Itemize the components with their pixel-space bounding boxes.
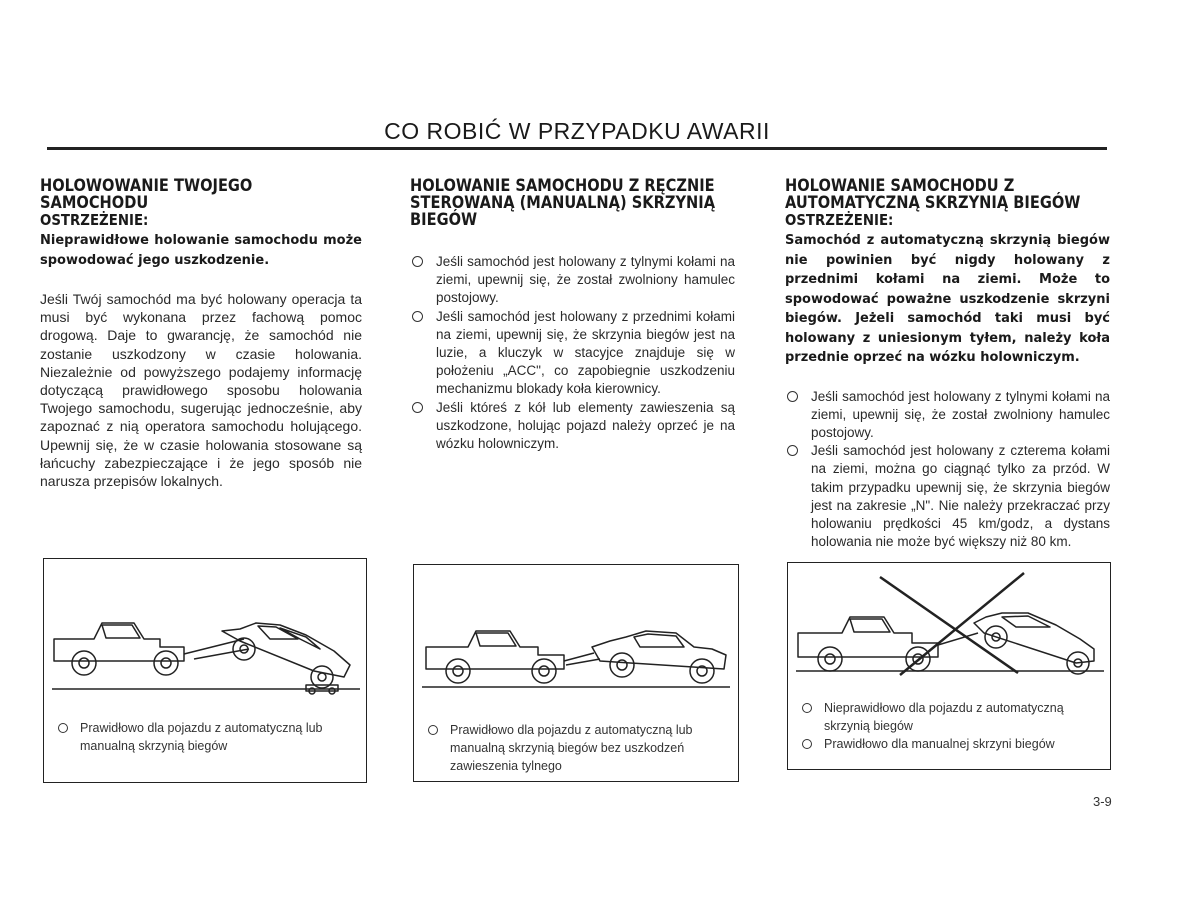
caption-row: Prawidłowo dla pojazdu z automatyczną lub manualną skrzynią biegów bez uszkodzeń zawieszenia tylnego — [428, 721, 728, 775]
list-item: Jeśli samochód jest holowany z tylnymi kołami na ziemi, upewnij się, że został zwolniony hamulec postojowy. — [410, 253, 735, 308]
figure-tow-front-lifted — [413, 564, 739, 782]
section-title-line: STEROWANĄ (MANUALNĄ) SKRZYNIĄ — [410, 193, 716, 213]
caption-row: Nieprawidłowo dla pojazdu z automatyczną skrzynią biegów — [802, 699, 1100, 735]
figure-tow-incorrect — [787, 562, 1111, 770]
bullet-list — [410, 253, 735, 453]
bullet-circle-icon — [412, 402, 423, 413]
tow-truck-with-dolly-illustration — [44, 559, 366, 709]
section-title-line: BIEGÓW — [410, 210, 478, 230]
page-header — [47, 118, 1107, 150]
warning-text: Nieprawidłowe holowanie samochodu może spowodować jego uszkodzenie. — [40, 233, 362, 268]
section-title-line: HOLOWOWANIE TWOJEGO — [40, 176, 253, 196]
figure-tow-with-dolly — [43, 558, 367, 783]
figure-caption — [58, 719, 356, 755]
section-body: Jeśli Twój samochód ma być holowany operacja ta musi być wykonana przez fachową pomoc drogową. Daje to gwarancję, że samochód nie zostanie uszkodzony w czasie holowania. Niezależnie od powyższego podajemy informację dotyczącą prawidłowego sposobu holowania Twojego samochodu, sugerując jednocześnie, aby zapoznać z nią operatora samochodu holującego. Upewnij się, że w czasie holowania stosowane są łańcuchy zabezpieczające i że jego sposób nie narusza przepisów lokalnych. — [40, 291, 362, 490]
bullet-circle-icon — [412, 256, 423, 267]
list-item: Jeśli samochód jest holowany z tylnymi kołami na ziemi, upewnij się, że został zwolniony hamulec postojowy. — [785, 388, 1110, 443]
list-item: Jeśli samochód jest holowany z czterema kołami na ziemi, można go ciągnąć tylko za przód. W takim przypadku upewnij się, że skrzynia biegów jest na zakresie „N". Nie należy przekraczać przy holowaniu prędkości 45 km/godz, a dystans holowania nie może być większy niż 80 km. — [785, 442, 1110, 551]
tow-truck-front-lifted-illustration — [414, 565, 738, 705]
warning-label: OSTRZEŻENIE: — [40, 211, 149, 229]
header-rule — [47, 147, 1107, 150]
bullet-circle-icon — [787, 391, 798, 402]
tow-truck-crossed-out-illustration — [788, 563, 1110, 691]
bullet-circle-icon — [58, 723, 68, 733]
bullet-circle-icon — [802, 739, 812, 749]
section-title-line: HOLOWANIE SAMOCHODU Z RĘCZNIE — [410, 176, 715, 196]
section-automatic-transmission — [785, 178, 1110, 551]
warning-label: OSTRZEŻENIE: — [785, 211, 894, 229]
page-title: CO ROBIĆ W PRZYPADKU AWARII — [384, 118, 770, 144]
section-title-line: SAMOCHODU — [40, 193, 149, 213]
figure-caption — [802, 699, 1100, 753]
caption-row: Prawidłowo dla manualnej skrzyni biegów — [802, 735, 1100, 753]
section-title-line: HOLOWANIE SAMOCHODU Z — [785, 176, 1015, 196]
caption-row: Prawidłowo dla pojazdu z automatyczną lub manualną skrzynią biegów — [58, 719, 356, 755]
bullet-circle-icon — [802, 703, 812, 713]
page-number: 3-9 — [1093, 794, 1112, 809]
section-manual-transmission — [410, 178, 735, 453]
warning-text: Samochód z automatyczną skrzynią biegów nie powinien być nigdy holowany z przednimi kołami na ziemi. Może to spowodować poważne uszkodzenie skrzyni biegów. Jeżeli samochód taki musi być holowany z uniesionym tyłem, należy koła przednie oprzeć na wózku holowniczym. — [785, 233, 1110, 365]
section-title-line: AUTOMATYCZNĄ SKRZYNIĄ BIEGÓW — [785, 193, 1081, 213]
bullet-list — [785, 388, 1110, 552]
list-item: Jeśli samochód jest holowany z przednimi kołami na ziemi, upewnij się, że skrzynia biegów jest na luzie, a kluczyk w stacyjce znajduje się w położeniu „ACC", co zapobiegnie uszkodzeniu mechanizmu blokady koła kierownicy. — [410, 308, 735, 399]
list-item: Jeśli któreś z kół lub elementy zawieszenia są uszkodzone, holując pojazd należy oprzeć je na wózku holowniczym. — [410, 399, 735, 454]
bullet-circle-icon — [412, 311, 423, 322]
figure-caption — [428, 721, 728, 775]
section-towing-your-car — [40, 178, 362, 490]
cross-out-icon — [880, 573, 1024, 675]
bullet-circle-icon — [428, 725, 438, 735]
bullet-circle-icon — [787, 445, 798, 456]
